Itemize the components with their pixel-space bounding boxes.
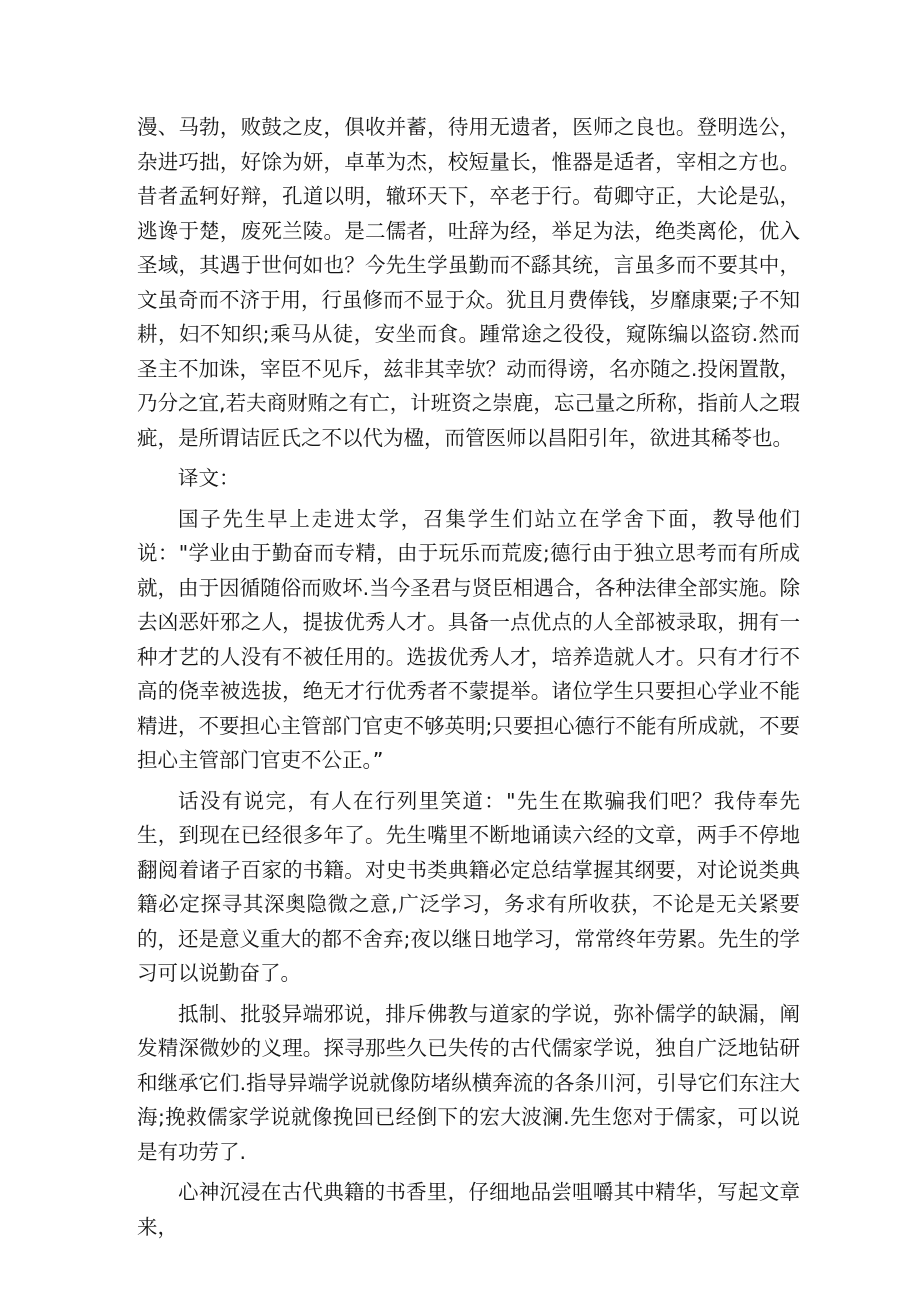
paragraph-classical-text: 漫、马勃，败鼓之皮，俱收并蓄，待用无遗者，医师之良也。登明选公，杂进巧拙，好馀为妍，卓革为杰，校短量长，惟器是适者，宰相之方也。昔者孟轲好辩，孔道以明，辙环天下，卒老于行。荀卿守正，大论是弘，逃谗于楚，废死兰陵。是二儒者，吐辞为经，举足为法，绝类离伦，优入圣域，其遇于世何如也？今先生学虽勤而不繇其统，言虽多而不要其中，文虽奇而不济于用，行虽修而不显于众。犹且月费俸钱，岁靡康粟;子不知耕，妇不知织;乘马从徒，安坐而食。踵常途之役役，窥陈编以盗窃.然而圣主不加诛，宰臣不见斥，兹非其幸欤？动而得谤，名亦随之.投闲置散，乃分之宜,若夫商财贿之有亡，计班资之崇鹿，忘己量之所称，指前人之瑕疵，是所谓诘匠氏之不以代为楹，而管医师以昌阳引年，欲进其稀苓也。 bbox=[137, 115, 800, 450]
document-body bbox=[137, 110, 800, 1250]
paragraph-translation-3: 抵制、批驳异端邪说，排斥佛教与道家的学说，弥补儒学的缺漏，阐发精深微妙的义理。探寻那些久已失传的古代儒家学说，独自广泛地钻研和继承它们.指导异端学说就像防堵纵横奔流的各条川河，引导它们东注大海;挽救儒家学说就像挽回已经倒下的宏大波澜.先生您对于儒家，可以说是有功劳了. bbox=[137, 1001, 800, 1164]
paragraph-translation-1: 国子先生早上走进太学，召集学生们站立在学舍下面，教导他们说："学业由于勤奋而专精，由于玩乐而荒废;德行由于独立思考而有所成就，由于因循随俗而败坏.当今圣君与贤臣相遇合，各种法律全部实施。除去凶恶奸邪之人，提拔优秀人才。具备一点优点的人全部被录取，拥有一种才艺的人没有不被任用的。选拔优秀人才，培养造就人才。只有才行不高的侥幸被选拔，绝无才行优秀者不蒙提举。诸位学生只要担心学业不能精进，不要担心主管部门官吏不够英明;只要担心德行不能有所成就，不要担心主管部门官吏不公正。” bbox=[137, 506, 800, 772]
paragraph-translation-2: 话没有说完，有人在行列里笑道："先生在欺骗我们吧？我侍奉先生，到现在已经很多年了。先生嘴里不断地诵读六经的文章，两手不停地翻阅着诸子百家的书籍。对史书类典籍必定总结掌握其纲要，对论说类典籍必定探寻其深奥隐微之意,广泛学习，务求有所收获，不论是无关紧要的，还是意义重大的都不舍弃;夜以继日地学习，常常终年劳累。先生的学习可以说勤奋了。 bbox=[137, 788, 800, 985]
translation-heading: 译文： bbox=[178, 466, 240, 490]
paragraph-translation-4: 心神沉浸在古代典籍的书香里，仔细地品尝咀嚼其中精华，写起文章来， bbox=[137, 1180, 800, 1239]
